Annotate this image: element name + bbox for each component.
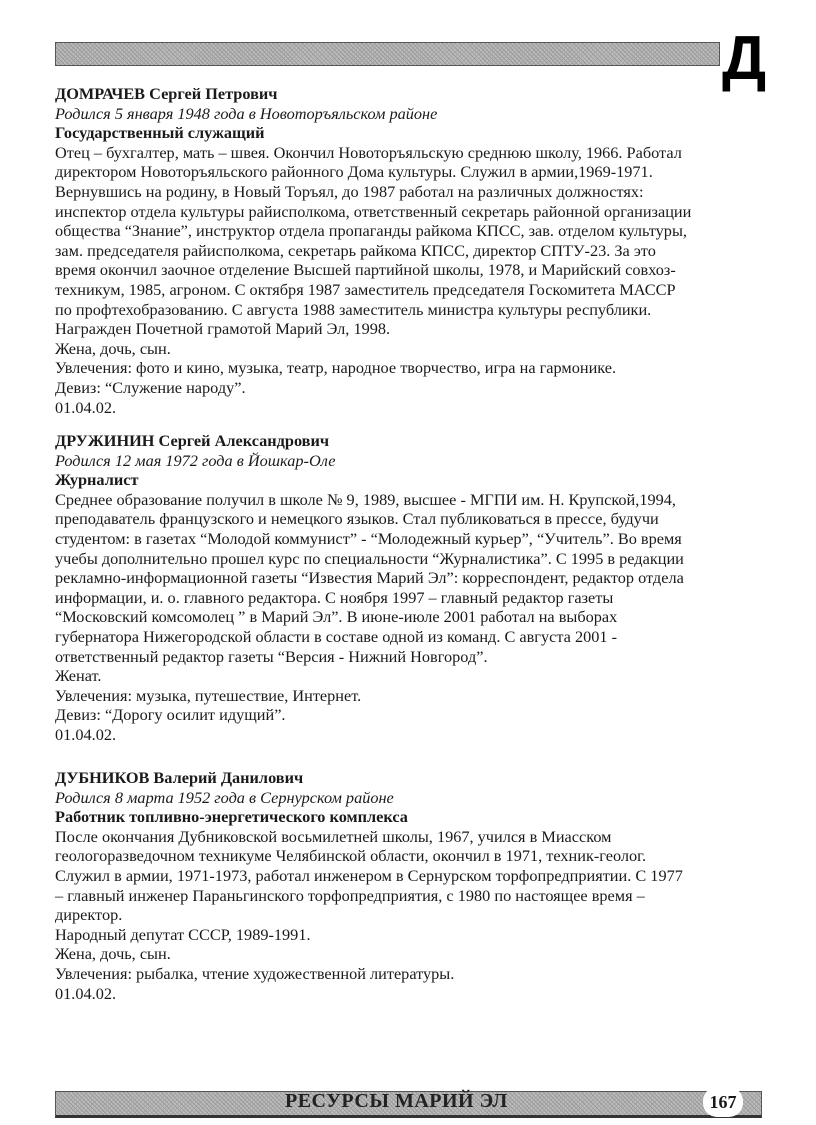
person-name: ДОМРАЧЕВ Сергей Петрович (55, 84, 278, 103)
text-line: преподаватель французского и немецкого языков. Стал публиковаться в прессе, будучи (55, 509, 659, 529)
text-line: Жена, дочь, сын. (55, 944, 171, 964)
text-line: – главный инженер Параньгинского торфопредприятия, с 1980 по настоящее время – (55, 885, 645, 905)
biography-text (55, 490, 775, 745)
text-line: учебы дополнительно прошел курс по специальности “Журналистика”. С 1995 в редакции (55, 548, 684, 568)
biography-entry (55, 431, 775, 745)
text-line: Среднее образование получил в школе № 9, 1989, высшее - МГПИ им. Н. Крупской,1994, (55, 489, 676, 509)
birth-info: Родился 8 марта 1952 года в Сернурском районе (55, 787, 394, 807)
profession: Журналист (55, 470, 139, 490)
text-line: студентом: в газетах “Молодой коммунист” - “Молодежный курьер”, “Учитель”. Во время (55, 528, 682, 548)
text-line: зам. председателя райисполкома, секретарь райкома КПСС, директор СПТУ-23. За это (55, 240, 656, 260)
text-line: Увлечения: рыбалка, чтение художественной литературы. (55, 963, 455, 983)
text-line: время окончил заочное отделение Высшей партийной школы, 1978, и Марийский совхоз- (55, 260, 676, 280)
profession: Государственный служащий (55, 123, 265, 143)
text-line: Увлечения: музыка, путешествие, Интернет. (55, 685, 362, 705)
text-line: Служил в армии, 1971-1973, работал инженером в Сернурском торфопредприятии. С 1977 (55, 865, 683, 885)
text-line: Народный депутат СССР, 1989-1991. (55, 924, 311, 944)
biography-text (55, 827, 775, 1003)
biography-entry (55, 84, 775, 417)
text-line: Девиз: “Дорогу осилит идущий”. (55, 705, 286, 725)
birth-info: Родился 5 января 1948 года в Новоторъяльском районе (55, 103, 438, 123)
footer-title: РЕСУРСЫ МАРИЙ ЭЛ (285, 1090, 508, 1112)
person-name: ДУБНИКОВ Валерий Данилович (55, 768, 304, 787)
text-line: ответственный редактор газеты “Версия - Нижний Новгород”. (55, 646, 488, 666)
text-line: 01.04.02. (55, 983, 117, 1003)
text-line: общества “Знание”, инструктор отдела пропаганды райкома КПСС, зав. отделом культуры, (55, 221, 687, 241)
text-line: геологоразведочном техникуме Челябинской области, окончил в 1971, техник-геолог. (55, 846, 647, 866)
text-line: информации, и. о. главного редактора. С ноября 1997 – главный редактор газеты (55, 587, 614, 607)
biography-text (55, 143, 775, 417)
text-line: После окончания Дубниковской восьмилетней школы, 1967, учился в Миасском (55, 826, 612, 846)
header-pattern-bar (55, 42, 720, 66)
text-line: 01.04.02. (55, 724, 117, 744)
text-line: Отец – бухгалтер, мать – швея. Окончил Новоторъяльскую среднюю школу, 1966. Работал (55, 142, 682, 162)
biography-entry (55, 768, 775, 1003)
text-line: по профтехобразованию. С августа 1988 заместитель министра культуры республики. (55, 299, 652, 319)
text-line: “Московский комсомолец ” в Марий Эл”. В июне-июле 2001 работал на выборах (55, 607, 618, 627)
profession: Работник топливно-энергетического комплекса (55, 807, 408, 827)
text-line: Девиз: “Служение народу”. (55, 377, 246, 397)
text-line: Жена, дочь, сын. (55, 338, 171, 358)
text-line: инспектор отдела культуры райисполкома, ответственный секретарь районной организации (55, 201, 692, 221)
person-name: ДРУЖИНИН Сергей Александрович (55, 431, 330, 450)
birth-info: Родился 12 мая 1972 года в Йошкар-Оле (55, 450, 336, 470)
text-line: рекламно-информационной газеты “Известия Марий Эл”: корреспондент, редактор отдела (55, 568, 684, 588)
text-line: губернатора Нижегородской области в составе одной из команд. С августа 2001 - (55, 626, 618, 646)
text-line: директор. (55, 905, 123, 925)
text-line: директором Новоторъяльского районного Дома культуры. Служил в армии,1969-1971. (55, 162, 653, 182)
text-line: Увлечения: фото и кино, музыка, театр, народное творчество, игра на гармонике. (55, 358, 617, 378)
text-line: Женат. (55, 666, 102, 686)
text-line: техникум, 1985, агроном. С октября 1987 заместитель председателя Госкомитета МАССР (55, 279, 676, 299)
text-line: Вернувшись на родину, в Новый Торъял, до 1987 работал на различных должностях: (55, 181, 644, 201)
page-number: 167 (703, 1087, 743, 1117)
section-letter: Д (722, 24, 767, 93)
text-line: Награжден Почетной грамотой Марий Эл, 1998. (55, 319, 391, 339)
text-line: 01.04.02. (55, 397, 117, 417)
